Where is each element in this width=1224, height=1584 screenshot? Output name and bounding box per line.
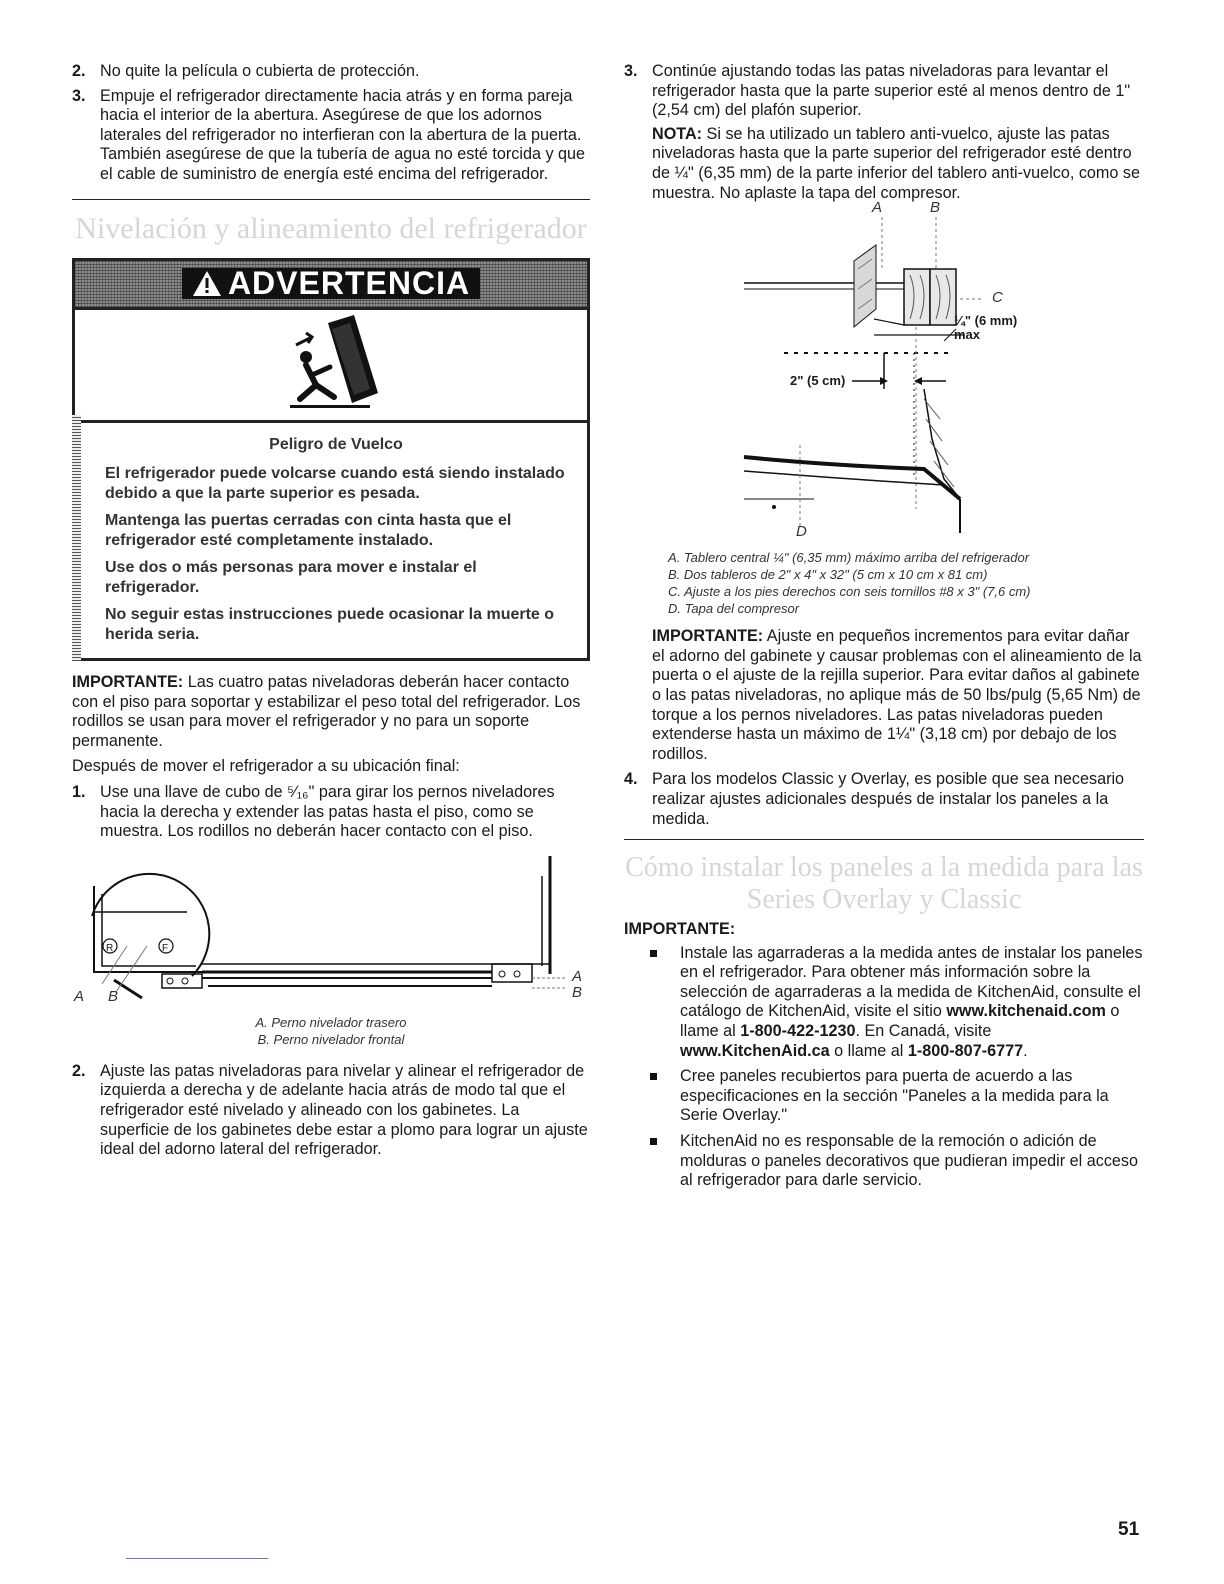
figure-label-b: B — [930, 199, 941, 217]
website-link-canada[interactable]: www.KitchenAid.ca — [680, 1041, 830, 1060]
bullet-marker — [650, 1138, 657, 1145]
step-text: No quite la película o cubierta de protección. — [100, 62, 420, 80]
figure-caption: B. Perno nivelador frontal — [257, 1031, 405, 1047]
step-number: 2. — [72, 1061, 86, 1080]
bullet-text — [680, 944, 1144, 1062]
figure-label-c: C — [992, 289, 1003, 307]
figure-caption: B. Dos tableros de 2" x 4" x 32" (5 cm x 10 cm x 81 cm) — [668, 567, 988, 583]
phone-number-canada: 1-800-807-6777 — [907, 1041, 1024, 1060]
figure-label-a: A — [872, 199, 883, 217]
bullet-list — [624, 944, 1144, 1191]
figure-label-a-right: A — [572, 967, 583, 985]
tip-over-hazard-icon — [276, 315, 386, 415]
section-title-line: Series Overlay y Classic — [746, 884, 1022, 916]
step-text: Use una llave de cubo de ⁵⁄₁₆" para girar los pernos niveladores hacia la derecha y extender las patas hasta el piso, como se muestra. Los rodillos no deberán hacer contacto con el piso. — [100, 783, 555, 841]
figure-label-b-right: B — [572, 983, 583, 1001]
step-number: 1. — [72, 783, 86, 802]
after-move-text: Después de mover el refrigerador a su ubicación final: — [72, 757, 460, 776]
figure-label-b: B — [108, 987, 119, 1005]
left-column — [72, 62, 590, 1165]
step-text: Continúe ajustando todas las patas niveladoras para levantar el refrigerador hasta que la parte superior esté al menos dentro de 1" (2,54 cm) del plafón superior. — [652, 62, 1131, 120]
numbered-step — [72, 62, 590, 82]
important-block — [624, 627, 1144, 764]
step-number: 4. — [624, 770, 638, 789]
bullet-text-part: . — [1023, 1041, 1028, 1060]
warning-text — [75, 423, 587, 659]
warning-line: El refrigerador puede volcarse cuando está siendo instalado debido a que la parte superior es pesada. — [105, 465, 565, 502]
warning-line: Use dos o más personas para mover e instalar el refrigerador. — [105, 559, 477, 596]
warning-header — [75, 261, 587, 310]
anti-tip-board-figure — [624, 199, 1144, 549]
gap-label: ¼" (6 mm) — [954, 313, 1018, 329]
warning-line: No seguir estas instrucciones puede ocasionar la muerte o herida seria. — [105, 606, 555, 643]
step-text: Empuje el refrigerador directamente hacia atrás y en forma pareja hacia el interior de la abertura. Asegúrese de que los adornos laterales del refrigerador no interfieran con la abertura de la puerta. También asegúrese de que la tubería de agua no esté torcida y que el cable de suministro de energía esté encima del refrigerador. — [100, 86, 586, 183]
figure-caption: D. Tapa del compresor — [668, 601, 800, 617]
warning-side-strip — [72, 415, 81, 662]
bullet-item — [650, 944, 1144, 1062]
bullet-marker — [650, 1073, 657, 1080]
numbered-step — [72, 87, 590, 185]
leveling-bolts-diagram — [72, 856, 590, 1006]
important-text: Ajuste en pequeños incrementos para evitar dañar el adorno del gabinete y causar problemas con el alineamiento de la puerta o el ajuste de la rejilla superior. Para evitar daños al gabinete o las patas niveladoras, no aplique más de 50 lbs/pulg (5,65 Nm) de torque a los pernos niveladores. Las patas niveladoras pueden extenderse hasta un máximo de 1¼" (3,18 cm) por debajo de los rodillos. — [652, 627, 1142, 763]
step-text: Ajuste las patas niveladoras para nivelar y alinear el refrigerador de izquierda a derecha y de adelante hacia atrás de modo tal que el refrigerador esté nivelado y alineado con los gabinetes. La superficie de los gabinetes debe estar a plomo para lograr un ajuste ideal del adorno lateral del refrigerador. — [100, 1061, 588, 1159]
warning-title-text: ADVERTENCIA — [227, 264, 471, 301]
figure-label-f: F — [162, 942, 169, 954]
anti-tip-board-diagram — [624, 209, 1144, 549]
section-title-line: Cómo instalar los paneles a la medida para las — [625, 852, 1143, 884]
figure-caption: A. Perno nivelador trasero — [255, 1014, 407, 1030]
bullet-marker — [650, 950, 657, 957]
figure-label-r: R — [106, 942, 114, 954]
bullet-item — [650, 1067, 1144, 1126]
numbered-step — [72, 1062, 590, 1160]
distance-label: 2" (5 cm) — [790, 373, 846, 389]
section-title-leveling: Nivelación y alineamiento del refrigerador — [75, 211, 587, 245]
figure-caption: A. Tablero central ¼" (6,35 mm) máximo arriba del refrigerador — [668, 550, 1030, 566]
important-label: IMPORTANTE: — [72, 673, 184, 692]
figure2-captions — [624, 549, 1144, 617]
bullet-text-part: . En Canadá, visite — [855, 1022, 992, 1041]
numbered-step — [72, 783, 590, 842]
important-text: Las cuatro patas niveladoras deberán hacer contacto con el piso para soportar y estabilizar el peso total del refrigerador. Los rodillos se usan para mover el refrigerador y no para un soporte permanente. — [72, 673, 581, 750]
footer-line — [126, 1558, 268, 1559]
bullet-item — [650, 1132, 1144, 1191]
bullet-text-part: Instale las agarraderas a la medida antes de instalar los paneles en el refrigerador. Para obtener más información sobre la selección de agarraderas a la medida de KitchenAid, consulte el catálogo de KitchenAid, visite el sitio — [680, 943, 1143, 1021]
important-label: IMPORTANTE: — [652, 627, 764, 646]
step-number: 3. — [624, 62, 638, 80]
bullet-text-part: o llame al — [680, 1002, 1120, 1041]
hazard-name: Peligro de Vuelco — [269, 435, 403, 453]
section-title-panels — [624, 852, 1144, 916]
numbered-step — [624, 62, 1144, 203]
step-text: Para los modelos Classic y Overlay, es posible que sea necesario realizar ajustes adicionales después de instalar los paneles a la medida. — [652, 770, 1125, 828]
warning-pictogram-area — [75, 310, 587, 423]
note-label: NOTA: — [652, 124, 703, 143]
step-number: 2. — [72, 62, 86, 80]
warning-line: Mantenga las puertas cerradas con cinta hasta que el refrigerador esté completamente instalado. — [105, 512, 512, 549]
bullet-text: Cree paneles recubiertos para puerta de acuerdo a las especificaciones en la sección "Paneles a la medida para la Serie Overlay." — [680, 1067, 1109, 1125]
important-paragraph — [72, 673, 590, 751]
warning-triangle-icon — [192, 270, 222, 297]
step-number: 3. — [72, 86, 86, 105]
bullet-text: KitchenAid no es responsable de la remoción o adición de molduras o paneles decorativos que pudieran impedir el acceso al refrigerador para darle servicio. — [680, 1132, 1139, 1190]
figure1-captions — [72, 1014, 590, 1048]
figure-label-a: A — [74, 987, 85, 1005]
bullet-text-part: o llame al — [829, 1041, 908, 1060]
note-paragraph — [652, 125, 1144, 203]
leveling-bolts-figure — [72, 856, 590, 1006]
page-number: 51 — [1118, 1519, 1140, 1540]
warning-title — [182, 264, 480, 301]
note-text: Si se ha utilizado un tablero anti-vuelco, ajuste las patas niveladoras hasta que la parte superior del refrigerador esté dentro de ¼" (6,35 mm) de la parte inferior del tablero anti-vuelco, como se muestra. No aplaste la tapa del compresor. — [652, 124, 1141, 202]
figure-caption: C. Ajuste a los pies derechos con seis tornillos #8 x 3" (7,6 cm) — [668, 584, 1031, 600]
important-heading: IMPORTANTE: — [624, 920, 736, 939]
phone-number: 1-800-422-1230 — [740, 1022, 856, 1041]
figure-label-d: D — [796, 523, 807, 541]
section-divider — [624, 839, 1144, 840]
gap-max-label: max — [954, 327, 981, 343]
website-link[interactable]: www.kitchenaid.com — [946, 1002, 1106, 1021]
right-column — [624, 62, 1144, 1197]
warning-box — [72, 258, 590, 662]
numbered-step — [624, 770, 1144, 829]
important-paragraph — [652, 627, 1144, 764]
section-divider — [72, 199, 590, 200]
